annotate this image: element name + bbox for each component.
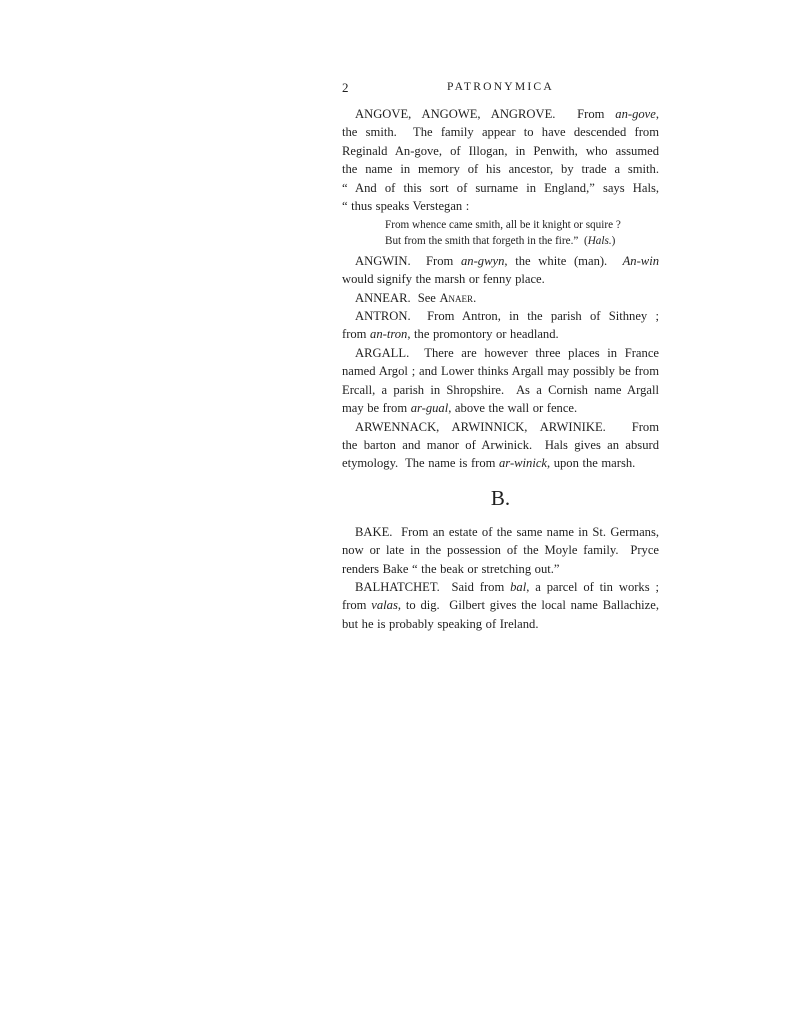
running-title: PATRONYMICA <box>447 80 554 93</box>
entry-line: Reginald An-gove, of Illogan, in Penwith, who assumed <box>342 143 659 158</box>
running-head <box>342 80 659 96</box>
entry-line: Ercall, a parish in Shropshire. As a Cornish name Argall <box>342 382 659 397</box>
entry-line: the smith. The family appear to have descended from <box>342 125 659 140</box>
entry-line: may be from ar-gual, above the wall or fence. <box>342 401 578 416</box>
dictionary-entry <box>342 307 659 344</box>
entry-line: ANGWIN. From an-gwyn, the white (man). An-win <box>355 253 659 268</box>
entry-line: from an-tron, the promontory or headland. <box>342 327 559 342</box>
verse-quote <box>385 218 659 248</box>
entry-line: renders Bake “ the beak or stretching out.” <box>342 561 560 576</box>
entry-line: named Argol ; and Lower thinks Argall may possibly be from <box>342 364 659 379</box>
entry-line: ANGOVE, ANGOWE, ANGROVE. From an-gove, <box>355 107 659 121</box>
entry-line: etymology. The name is from ar-winick, upon the marsh. <box>342 456 636 471</box>
entry-line: ARGALL. There are however three places in France <box>355 345 659 360</box>
dictionary-entry <box>342 105 659 215</box>
dictionary-entry <box>342 344 659 418</box>
entry-line: but he is probably speaking of Ireland. <box>342 616 539 631</box>
dictionary-entry <box>342 252 659 289</box>
entry-line: ARWENNACK, ARWINNICK, ARWINIKE. From <box>355 419 659 434</box>
entry-line: “ And of this sort of surname in England,” says Hals, <box>342 180 659 195</box>
entry-line: would signify the marsh or fenny place. <box>342 272 545 287</box>
entry-line: ANNEAR. See Anaer. <box>355 290 477 305</box>
verse-line: But from the smith that forgeth in the fire.” (Hals.) <box>385 234 616 247</box>
entry-line: BAKE. From an estate of the same name in St. Germans, <box>355 524 659 539</box>
page-number: 2 <box>342 80 349 95</box>
dictionary-entry <box>342 578 659 633</box>
entry-line: the name in memory of his ancestor, by trade a smith. <box>342 162 659 177</box>
entry-line: the barton and manor of Arwinick. Hals gives an absurd <box>342 437 659 452</box>
dictionary-entry <box>342 418 659 473</box>
entry-line: from valas, to dig. Gilbert gives the local name Ballachize, <box>342 598 659 613</box>
entry-line: “ thus speaks Verstegan : <box>342 199 470 214</box>
verse-line: From whence came smith, all be it knight or squire ? <box>385 219 621 232</box>
section-heading: B. <box>490 485 511 510</box>
text-block <box>342 80 659 633</box>
entry-line: now or late in the possession of the Moyle family. Pryce <box>342 543 659 558</box>
dictionary-entry <box>342 523 659 578</box>
entries-container <box>342 105 659 633</box>
entry-line: BALHATCHET. Said from bal, a parcel of tin works ; <box>355 579 659 594</box>
entry-line: ANTRON. From Antron, in the parish of Sithney ; <box>355 309 659 324</box>
dictionary-entry <box>342 289 659 307</box>
